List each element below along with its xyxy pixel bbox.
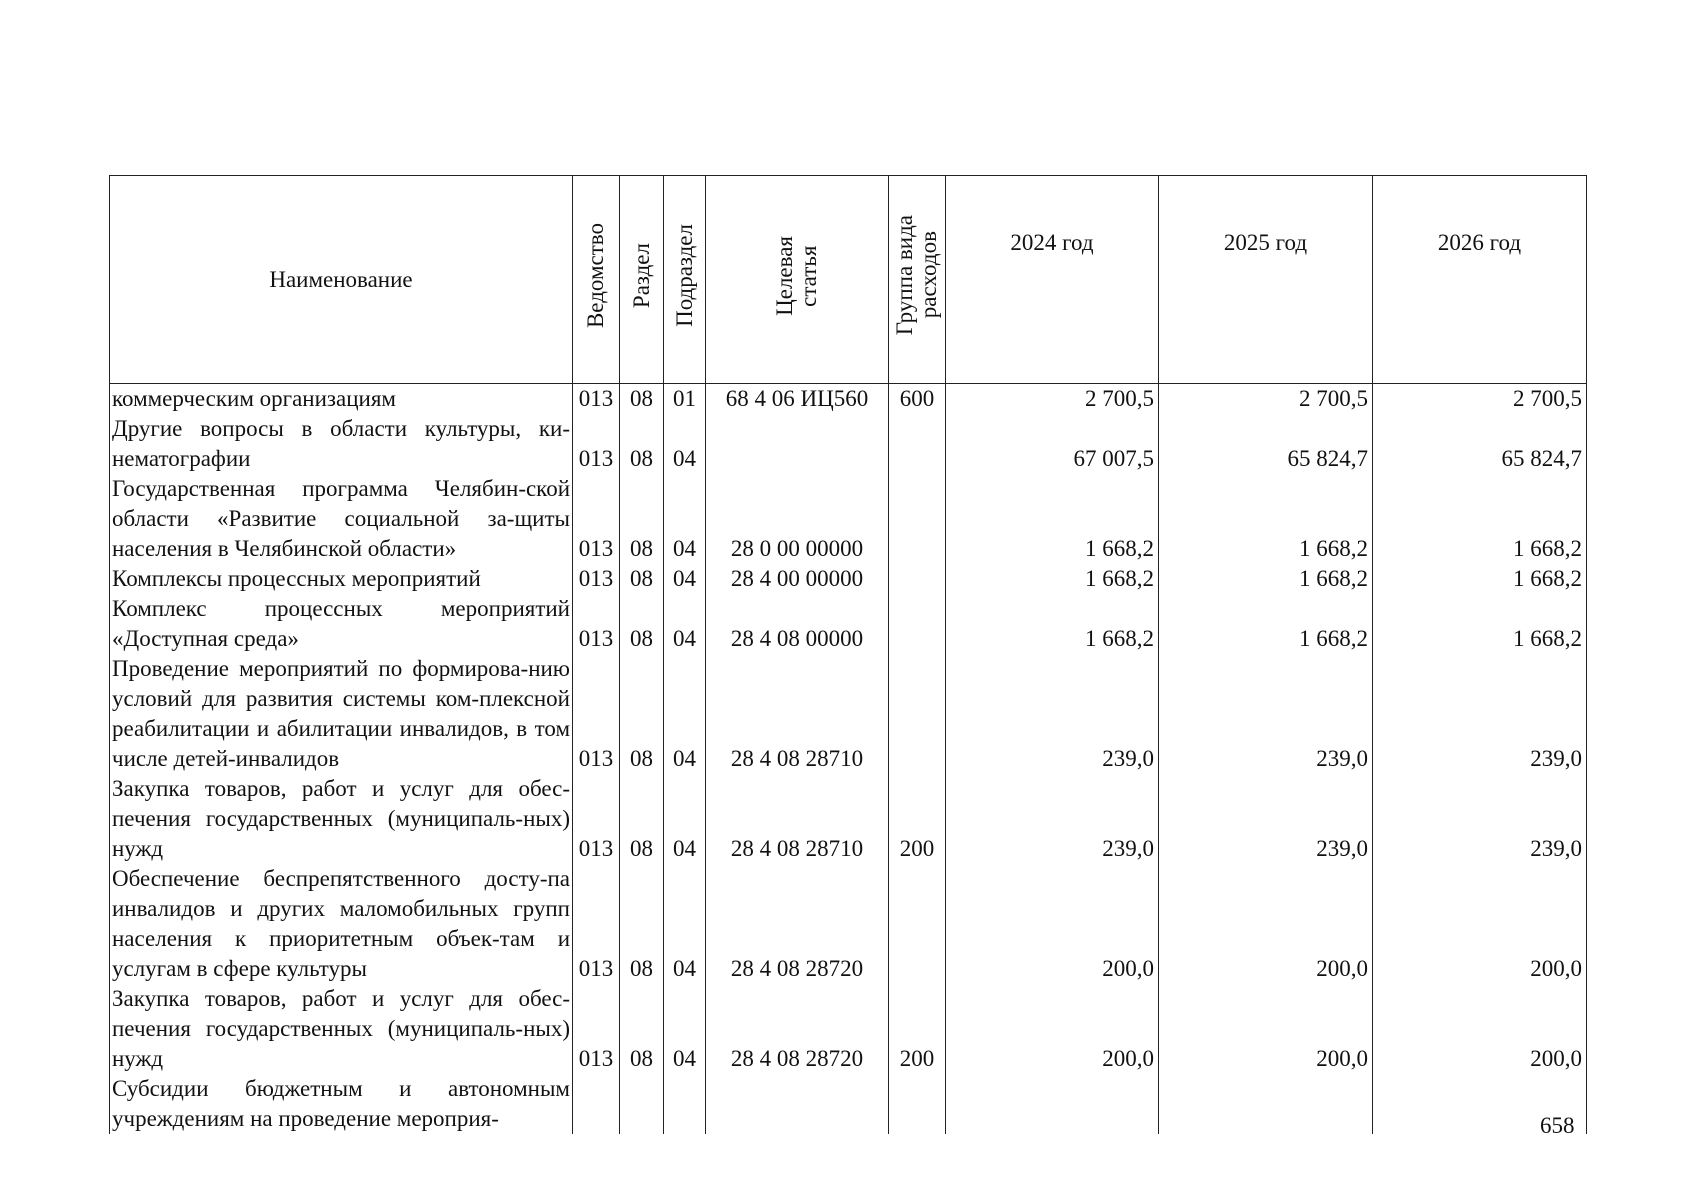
cell-podrazdel: 04 [664,474,706,564]
cell-podrazdel: 04 [664,864,706,984]
cell-podrazdel: 04 [664,774,706,864]
cell-2026: 200,0 [1373,984,1587,1074]
cell-podrazdel: 04 [664,984,706,1074]
cell-2024: 1 668,2 [946,564,1159,594]
cell-2026: 200,0 [1373,864,1587,984]
cell-vr [889,654,946,774]
cell-2025: 2 700,5 [1159,384,1373,415]
table-row [110,654,1587,774]
table-row [110,864,1587,984]
budget-table [109,175,1587,1134]
cell-podrazdel: 04 [664,564,706,594]
header-razdel: Раздел [620,176,664,384]
cell-2025 [1159,1074,1373,1134]
cell-2026: 2 700,5 [1373,384,1587,415]
cell-name: Обеспечение беспрепятственного досту-па инвалидов и других маломобильных групп населения к приоритетным объек-там и услугам в сфере культуры [110,864,573,984]
cell-podrazdel: 01 [664,384,706,415]
header-celevaya: Целевая статья [706,176,889,384]
cell-razdel [620,1074,664,1134]
cell-ved: 013 [573,594,620,654]
cell-razdel: 08 [620,774,664,864]
cell-ved [573,1074,620,1134]
cell-2024: 1 668,2 [946,594,1159,654]
cell-ved: 013 [573,384,620,415]
table-row [110,414,1587,474]
cell-podrazdel [664,1074,706,1134]
table-row [110,984,1587,1074]
table-row [110,1074,1587,1134]
cell-ved: 013 [573,474,620,564]
cell-2026: 1 668,2 [1373,594,1587,654]
header-name: Наименование [110,176,573,384]
cell-name: Закупка товаров, работ и услуг для обес-печения государственных (муниципаль-ных) нужд [110,774,573,864]
cell-razdel: 08 [620,864,664,984]
cell-vr [889,414,946,474]
cell-name: Проведение мероприятий по формирова-нию условий для развития системы ком-плексной реабилитации и абилитации инвалидов, в том числе детей-инвалидов [110,654,573,774]
cell-cs: 28 4 08 00000 [706,594,889,654]
cell-vr [889,474,946,564]
cell-vr [889,864,946,984]
header-2026: 2026 год [1373,176,1587,384]
cell-2024: 239,0 [946,654,1159,774]
cell-podrazdel: 04 [664,594,706,654]
cell-name: Комплекс процессных мероприятий «Доступная среда» [110,594,573,654]
cell-name: Государственная программа Челябин-ской области «Развитие социальной за-щиты населения в Челябинской области» [110,474,573,564]
cell-2025: 65 824,7 [1159,414,1373,474]
cell-2024: 200,0 [946,864,1159,984]
cell-cs: 28 4 08 28720 [706,984,889,1074]
cell-ved: 013 [573,564,620,594]
cell-2026: 65 824,7 [1373,414,1587,474]
cell-ved: 013 [573,864,620,984]
cell-2025: 200,0 [1159,864,1373,984]
cell-cs: 28 4 08 28710 [706,654,889,774]
header-gruppa: Группа вида расходов [889,176,946,384]
cell-ved: 013 [573,414,620,474]
cell-name: Закупка товаров, работ и услуг для обес-печения государственных (муниципаль-ных) нужд [110,984,573,1074]
cell-podrazdel: 04 [664,654,706,774]
cell-name: Другие вопросы в области культуры, ки-нематографии [110,414,573,474]
table-header [110,176,1587,384]
cell-vr [889,564,946,594]
cell-cs: 68 4 06 ИЦ560 [706,384,889,415]
cell-razdel: 08 [620,474,664,564]
header-ved: Ведомство [573,176,620,384]
page-number: 658 [1540,1113,1575,1138]
cell-cs: 28 4 08 28720 [706,864,889,984]
cell-2026: 1 668,2 [1373,474,1587,564]
cell-name: Субсидии бюджетным и автономным учреждениям на проведение мероприя- [110,1074,573,1134]
cell-2026: 239,0 [1373,654,1587,774]
cell-2026: 1 668,2 [1373,564,1587,594]
cell-2025: 200,0 [1159,984,1373,1074]
header-2024: 2024 год [946,176,1159,384]
cell-2025: 1 668,2 [1159,594,1373,654]
table-body [110,384,1587,1135]
cell-2024 [946,1074,1159,1134]
cell-razdel: 08 [620,654,664,774]
cell-razdel: 08 [620,564,664,594]
cell-cs: 28 0 00 00000 [706,474,889,564]
cell-razdel: 08 [620,984,664,1074]
cell-name: Комплексы процессных мероприятий [110,564,573,594]
cell-2024: 67 007,5 [946,414,1159,474]
cell-podrazdel: 04 [664,414,706,474]
cell-cs: 28 4 00 00000 [706,564,889,594]
cell-vr [889,1074,946,1134]
cell-2025: 239,0 [1159,654,1373,774]
cell-2026: 239,0 [1373,774,1587,864]
cell-cs [706,1074,889,1134]
cell-2024: 200,0 [946,984,1159,1074]
cell-ved: 013 [573,984,620,1074]
table-row [110,474,1587,564]
cell-vr: 200 [889,984,946,1074]
table-row [110,384,1587,415]
cell-vr: 200 [889,774,946,864]
cell-ved: 013 [573,774,620,864]
cell-name: коммерческим организациям [110,384,573,415]
cell-2025: 1 668,2 [1159,564,1373,594]
cell-razdel: 08 [620,594,664,654]
cell-2024: 2 700,5 [946,384,1159,415]
cell-2024: 1 668,2 [946,474,1159,564]
cell-vr [889,594,946,654]
cell-cs [706,414,889,474]
table-row [110,594,1587,654]
cell-2025: 1 668,2 [1159,474,1373,564]
table-row [110,564,1587,594]
cell-cs: 28 4 08 28710 [706,774,889,864]
cell-razdel: 08 [620,414,664,474]
cell-2025: 239,0 [1159,774,1373,864]
cell-ved: 013 [573,654,620,774]
cell-vr: 600 [889,384,946,415]
cell-razdel: 08 [620,384,664,415]
cell-2024: 239,0 [946,774,1159,864]
header-podrazdel: Подраздел [664,176,706,384]
table-row [110,774,1587,864]
header-2025: 2025 год [1159,176,1373,384]
